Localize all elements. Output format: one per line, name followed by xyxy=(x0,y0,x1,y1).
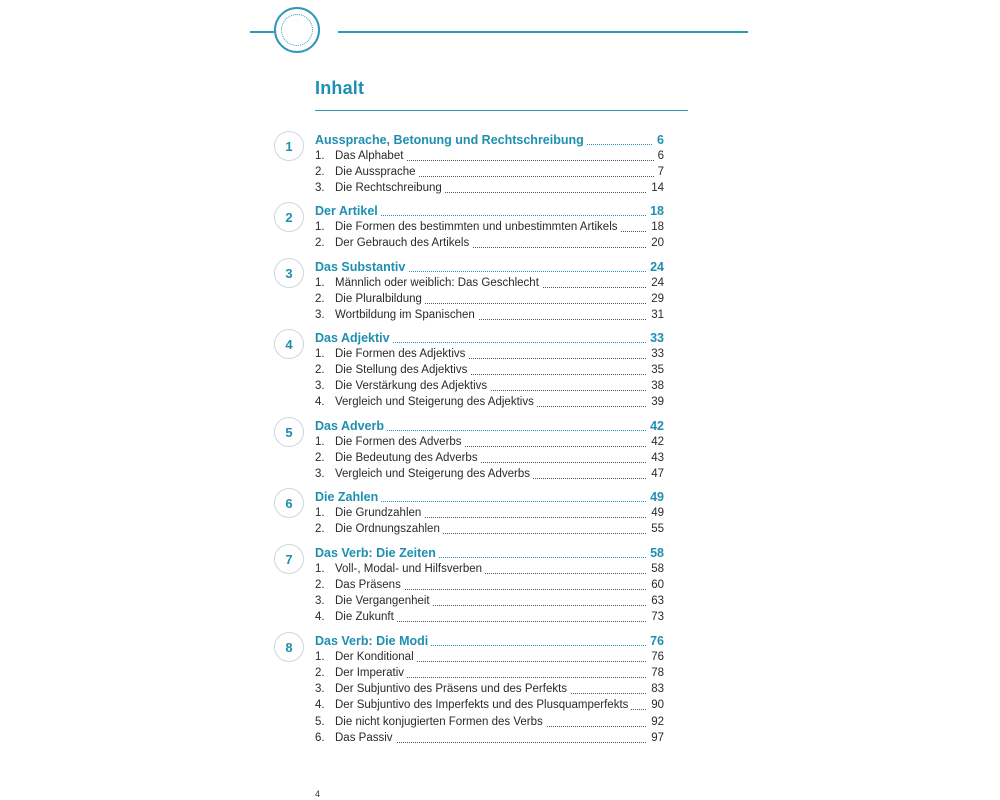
entry-page-number: 6 xyxy=(654,148,664,164)
chapter-title: Das Adverb xyxy=(315,418,387,434)
entry-number: 2. xyxy=(315,523,325,536)
chapter-page-number: 76 xyxy=(646,633,664,649)
entry-title: Voll-, Modal- und Hilfsverben xyxy=(335,561,485,577)
entry-number: 4. xyxy=(315,699,325,712)
entry-title: Die Formen des bestimmten und unbestimmten Artikels xyxy=(335,219,621,235)
entry-number: 1. xyxy=(315,277,325,290)
chapter-title: Das Verb: Die Modi xyxy=(315,633,431,649)
entry-page-number: 78 xyxy=(647,665,664,681)
chapter-heading[interactable] xyxy=(315,132,688,148)
chapter-number-badge: 4 xyxy=(274,329,304,359)
entry-title: Die Zukunft xyxy=(335,609,397,625)
toc-entry[interactable] xyxy=(315,307,688,323)
entry-page-number: 73 xyxy=(647,609,664,625)
chapter-title: Die Zahlen xyxy=(315,489,381,505)
entry-page-number: 97 xyxy=(647,730,664,746)
entry-number: 3. xyxy=(315,380,325,393)
entry-title: Der Subjuntivo des Imperfekts und des Plusquamperfekts xyxy=(335,697,631,713)
chapter-number-badge: 7 xyxy=(274,544,304,574)
entry-page-number: 83 xyxy=(647,681,664,697)
toc-entry[interactable] xyxy=(315,219,688,235)
entry-number: 1. xyxy=(315,507,325,520)
toc-entry[interactable] xyxy=(315,394,688,410)
chapter-page-number: 18 xyxy=(646,203,664,219)
chapter-number-badge: 8 xyxy=(274,632,304,662)
entry-number: 2. xyxy=(315,452,325,465)
entry-page-number: 92 xyxy=(647,714,664,730)
toc-entry[interactable] xyxy=(315,714,688,730)
chapter-title: Das Verb: Die Zeiten xyxy=(315,545,439,561)
entry-number: 2. xyxy=(315,579,325,592)
entry-title: Die Formen des Adverbs xyxy=(335,434,465,450)
chapter-number-badge: 3 xyxy=(274,258,304,288)
chapter-heading[interactable] xyxy=(315,330,688,346)
chapter-number-badge: 2 xyxy=(274,202,304,232)
toc-entry[interactable] xyxy=(315,730,688,746)
toc-entry[interactable] xyxy=(315,180,688,196)
entry-number: 2. xyxy=(315,237,325,250)
entry-page-number: 20 xyxy=(647,235,664,251)
entry-page-number: 24 xyxy=(647,275,664,291)
entry-number: 1. xyxy=(315,348,325,361)
entry-page-number: 55 xyxy=(647,521,664,537)
toc-entry[interactable] xyxy=(315,561,688,577)
entry-number: 2. xyxy=(315,667,325,680)
chapter-page-number: 42 xyxy=(646,418,664,434)
toc-entry[interactable] xyxy=(315,466,688,482)
entry-number: 1. xyxy=(315,563,325,576)
entry-number: 3. xyxy=(315,595,325,608)
entry-number: 2. xyxy=(315,364,325,377)
entry-title: Der Gebrauch des Artikels xyxy=(335,235,472,251)
entry-page-number: 39 xyxy=(647,394,664,410)
entry-title: Vergleich und Steigerung des Adjektivs xyxy=(335,394,537,410)
entry-title: Die Pluralbildung xyxy=(335,291,425,307)
toc-entry[interactable] xyxy=(315,378,688,394)
entry-title: Die Aussprache xyxy=(335,164,419,180)
entry-title: Der Konditional xyxy=(335,649,417,665)
entry-title: Die Verstärkung des Adjektivs xyxy=(335,378,490,394)
entry-title: Das Passiv xyxy=(335,730,396,746)
chapter-heading[interactable] xyxy=(315,545,688,561)
toc-entry[interactable] xyxy=(315,505,688,521)
entry-title: Wortbildung im Spanischen xyxy=(335,307,478,323)
page-number: 4 xyxy=(315,789,321,799)
toc-entry[interactable] xyxy=(315,681,688,697)
toc-entry[interactable] xyxy=(315,665,688,681)
chapter-number-badge: 1 xyxy=(274,131,304,161)
entry-number: 4. xyxy=(315,396,325,409)
entry-page-number: 42 xyxy=(647,434,664,450)
entry-number: 6. xyxy=(315,731,325,744)
chapter-heading[interactable] xyxy=(315,489,688,505)
chapter-title: Aussprache, Betonung und Rechtschreibung xyxy=(315,132,587,148)
chapter-heading[interactable] xyxy=(315,203,688,219)
chapter-heading[interactable] xyxy=(315,259,688,275)
entry-page-number: 18 xyxy=(647,219,664,235)
entry-title: Männlich oder weiblich: Das Geschlecht xyxy=(335,275,542,291)
entry-page-number: 31 xyxy=(647,307,664,323)
entry-title: Die nicht konjugierten Formen des Verbs xyxy=(335,714,546,730)
entry-title: Der Subjuntivo des Präsens und des Perfekts xyxy=(335,681,570,697)
entry-title: Die Stellung des Adjektivs xyxy=(335,362,470,378)
toc-entry[interactable] xyxy=(315,609,688,625)
entry-number: 4. xyxy=(315,611,325,624)
chapter-page-number: 33 xyxy=(646,330,664,346)
toc-entry[interactable] xyxy=(315,346,688,362)
entry-page-number: 90 xyxy=(647,697,664,713)
entry-title: Vergleich und Steigerung des Adverbs xyxy=(335,466,533,482)
entry-number: 1. xyxy=(315,651,325,664)
entry-title: Die Ordnungszahlen xyxy=(335,521,443,537)
entry-title: Die Bedeutung des Adverbs xyxy=(335,450,481,466)
chapter-title: Das Adjektiv xyxy=(315,330,393,346)
chapter-page-number: 49 xyxy=(646,489,664,505)
toc-entry[interactable] xyxy=(315,577,688,593)
toc-entry[interactable] xyxy=(315,697,688,713)
toc-entry[interactable] xyxy=(315,450,688,466)
entry-page-number: 33 xyxy=(647,346,664,362)
chapter-number-badge: 5 xyxy=(274,417,304,447)
entry-page-number: 35 xyxy=(647,362,664,378)
entry-number: 2. xyxy=(315,166,325,179)
entry-page-number: 29 xyxy=(647,291,664,307)
entry-number: 1. xyxy=(315,150,325,163)
toc-entry[interactable] xyxy=(315,362,688,378)
chapter-number-badge: 6 xyxy=(274,488,304,518)
toc-entry[interactable] xyxy=(315,291,688,307)
entry-number: 1. xyxy=(315,221,325,234)
entry-title: Die Grundzahlen xyxy=(335,505,424,521)
entry-number: 3. xyxy=(315,182,325,195)
entry-page-number: 60 xyxy=(647,577,664,593)
entry-page-number: 47 xyxy=(647,466,664,482)
entry-title: Das Alphabet xyxy=(335,148,406,164)
toc-entry[interactable] xyxy=(315,593,688,609)
entry-number: 3. xyxy=(315,309,325,322)
chapter-title: Das Substantiv xyxy=(315,259,408,275)
toc-entry[interactable] xyxy=(315,235,688,251)
entry-page-number: 14 xyxy=(647,180,664,196)
entry-page-number: 76 xyxy=(647,649,664,665)
entry-title: Das Präsens xyxy=(335,577,404,593)
chapter-title: Der Artikel xyxy=(315,203,381,219)
entry-title: Die Formen des Adjektivs xyxy=(335,346,468,362)
entry-page-number: 58 xyxy=(647,561,664,577)
toc-entry[interactable] xyxy=(315,434,688,450)
entry-page-number: 7 xyxy=(654,164,664,180)
chapter-heading[interactable] xyxy=(315,418,688,434)
entry-number: 2. xyxy=(315,293,325,306)
entry-page-number: 49 xyxy=(647,505,664,521)
toc-entry[interactable] xyxy=(315,521,688,537)
chapter-heading[interactable] xyxy=(315,633,688,649)
chapter-page-number: 58 xyxy=(646,545,664,561)
entry-title: Die Vergangenheit xyxy=(335,593,433,609)
entry-number: 5. xyxy=(315,715,325,728)
toc-entry[interactable] xyxy=(315,649,688,665)
entry-title: Die Rechtschreibung xyxy=(335,180,445,196)
entry-number: 1. xyxy=(315,436,325,449)
entry-number: 3. xyxy=(315,683,325,696)
toc-entry[interactable] xyxy=(315,164,688,180)
entry-page-number: 63 xyxy=(647,593,664,609)
entry-page-number: 38 xyxy=(647,378,664,394)
chapter-page-number: 6 xyxy=(653,132,664,148)
toc-entry[interactable] xyxy=(315,275,688,291)
entry-number: 3. xyxy=(315,468,325,481)
toc-entry[interactable] xyxy=(315,148,688,164)
entry-page-number: 43 xyxy=(647,450,664,466)
page-title: Inhalt xyxy=(315,78,365,98)
entry-title: Der Imperativ xyxy=(335,665,407,681)
chapter-page-number: 24 xyxy=(646,259,664,275)
